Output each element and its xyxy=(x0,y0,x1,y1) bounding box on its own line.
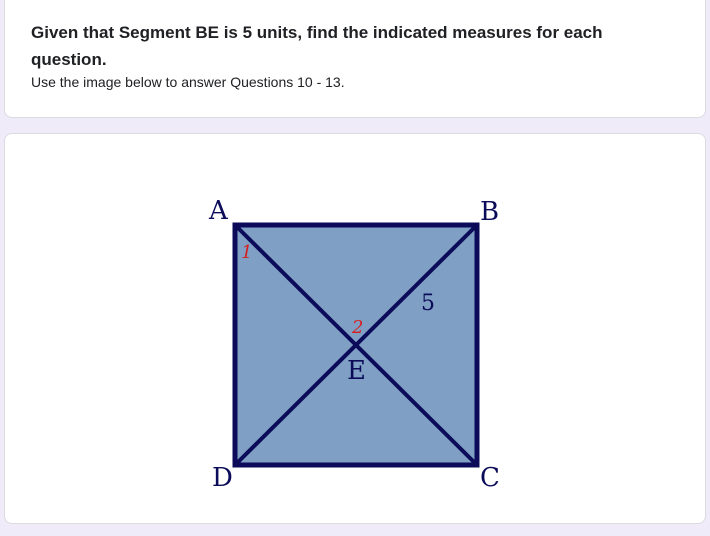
question-title: Given that Segment BE is 5 units, find the indicated measures for each question. xyxy=(31,23,603,69)
angle-2-label: 2 xyxy=(352,317,364,338)
segment-be-label: 5 xyxy=(421,291,435,316)
vertex-label-b: B xyxy=(480,197,500,227)
vertex-label-a: A xyxy=(209,196,228,226)
vertex-label-c: C xyxy=(480,463,500,493)
vertex-label-e: E xyxy=(347,356,366,386)
vertex-label-d: D xyxy=(212,463,233,493)
angle-1-label: 1 xyxy=(241,242,253,263)
question-instruction: Use the image below to answer Questions 10 - 13. xyxy=(31,74,345,90)
